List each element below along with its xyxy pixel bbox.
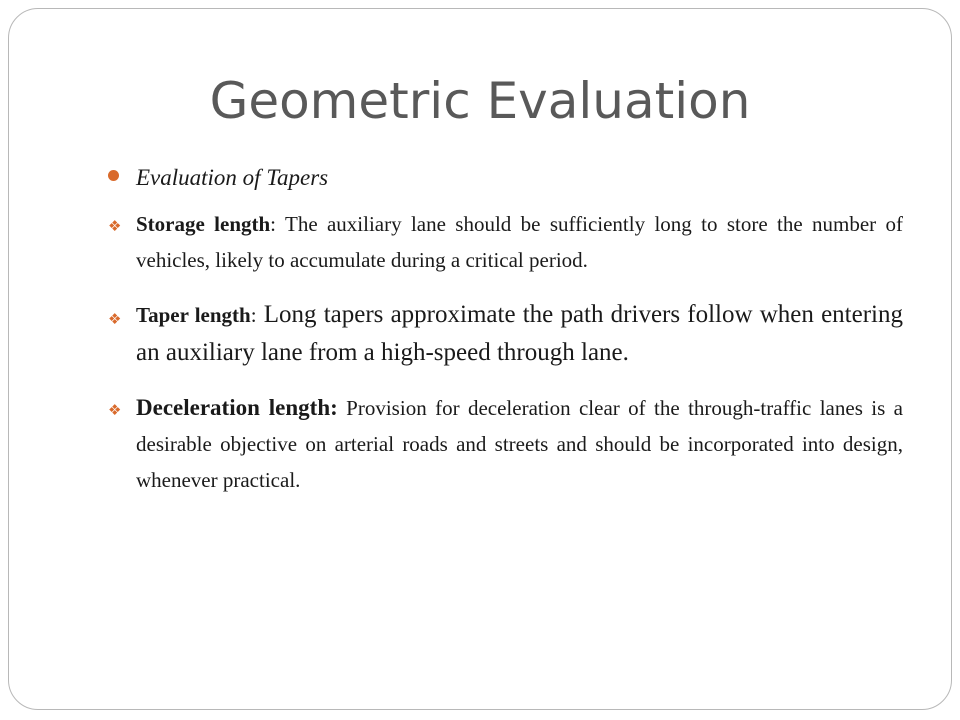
term-separator: : [270, 212, 277, 236]
storage-length-text: The auxiliary lane should be sufficiently long to store the number of vehicles, likely to accumulate during a critical period. [136, 212, 903, 272]
orange-dot-bullet-icon [108, 170, 119, 181]
deceleration-length-text: Provision for deceleration clear of the through-traffic lanes is a desirable objective on arterial roads and streets and should be incorporated into design, whenever practical. [136, 396, 903, 492]
diamond-bullet-icon: ❖ [108, 401, 122, 419]
bullet-heading-text: Evaluation of Tapers [136, 165, 329, 190]
slide-title: Geometric Evaluation [209, 72, 751, 130]
diamond-bullet-icon: ❖ [108, 310, 122, 328]
sub-bullet-storage-length [108, 206, 903, 278]
diamond-bullet-icon: ❖ [108, 217, 122, 235]
sub-bullet-deceleration-length [108, 390, 903, 498]
term-taper-length: Taper length [136, 303, 251, 327]
term-storage-length: Storage length [136, 212, 271, 236]
bullet-evaluation-of-tapers [108, 160, 903, 196]
taper-length-text: Long tapers approximate the path drivers follow when entering an auxiliary lane from a high-speed through lane. [136, 301, 903, 366]
sub-bullet-taper-length [108, 296, 903, 372]
term-separator: : [250, 303, 257, 327]
slide-content [108, 160, 903, 516]
term-deceleration-length: Deceleration length: [136, 395, 338, 420]
